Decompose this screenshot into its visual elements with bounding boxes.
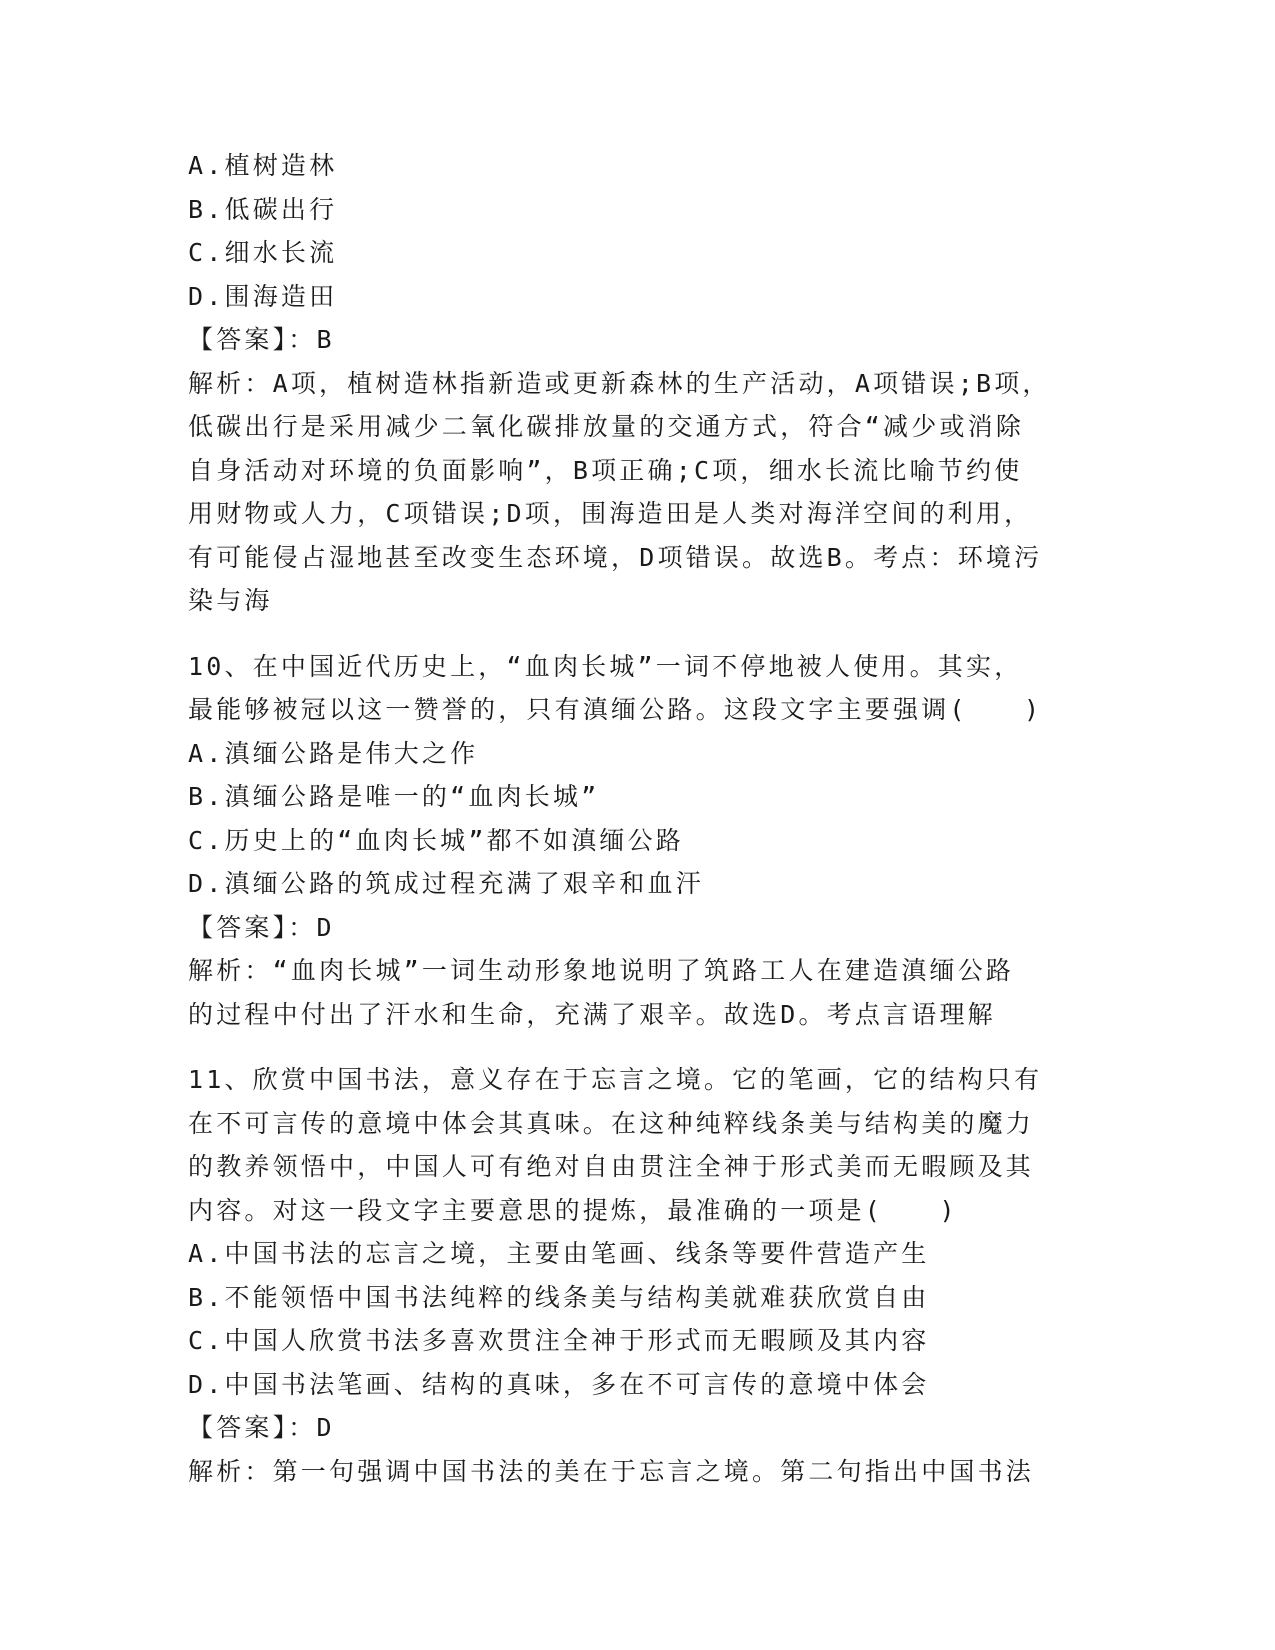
question-stem: 10、在中国近代历史上，“血肉长城”一词不停地被人使用。其实， xyxy=(188,651,1023,681)
option-a: A.植树造林 xyxy=(188,151,338,180)
answer: 【答案】：B xyxy=(188,325,335,354)
question-stem: 内容。对这一段文字主要意思的提炼，最准确的一项是( ) xyxy=(188,1195,958,1225)
option-b: B.低碳出行 xyxy=(188,194,338,224)
question-11 xyxy=(188,1058,1068,1493)
question-stem: 的教养领悟中，中国人可有绝对自由贯注全神于形式美而无暇顾及其 xyxy=(188,1152,1035,1181)
option-d: D.滇缅公路的筑成过程充满了艰辛和血汗 xyxy=(188,869,704,898)
document-page xyxy=(188,144,1068,1493)
option-b: B.滇缅公路是唯一的“血肉长城” xyxy=(188,782,600,811)
analysis-line: 染与海 xyxy=(188,586,273,615)
answer: 【答案】：D xyxy=(188,912,335,942)
analysis-line: 用财物或人力，C项错误;D项，围海造田是人类对海洋空间的利用， xyxy=(188,499,1033,528)
question-10 xyxy=(188,645,1068,1037)
analysis-line: 解析：第一句强调中国书法的美在于忘言之境。第二句指出中国书法 xyxy=(188,1456,1035,1486)
option-a: A.滇缅公路是伟大之作 xyxy=(188,738,479,768)
spacer xyxy=(188,1036,1068,1058)
question-stem: 在不可言传的意境中体会其真味。在这种纯粹线条美与结构美的魔力 xyxy=(188,1108,1035,1138)
analysis-line: 低碳出行是采用减少二氧化碳排放量的交通方式，符合“减少或消除 xyxy=(188,412,1025,441)
spacer xyxy=(188,623,1068,645)
question-stem: 最能够被冠以这一赞誉的，只有滇缅公路。这段文字主要强调( ) xyxy=(188,695,1043,724)
question-9 xyxy=(188,144,1068,623)
option-d: D.围海造田 xyxy=(188,281,338,311)
option-c: C.中国人欣赏书法多喜欢贯注全神于形式而无暇顾及其内容 xyxy=(188,1326,930,1355)
analysis-line: 的过程中付出了汗水和生命，充满了艰辛。故选D。考点言语理解 xyxy=(188,999,996,1029)
option-c: C.历史上的“血肉长城”都不如滇缅公路 xyxy=(188,825,685,855)
option-a: A.中国书法的忘言之境，主要由笔画、线条等要件营造产生 xyxy=(188,1239,930,1268)
analysis-line: 解析：“血肉长城”一词生动形象地说明了筑路工人在建造滇缅公路 xyxy=(188,956,1015,985)
option-c: C.细水长流 xyxy=(188,238,338,267)
analysis-line: 自身活动对环境的负面影响”，B项正确;C项，细水长流比喻节约使 xyxy=(188,455,1023,485)
analysis-line: 解析：A项，植树造林指新造或更新森林的生产活动，A项错误;B项， xyxy=(188,368,1051,398)
option-b: B.不能领悟中国书法纯粹的线条美与结构美就难获欣赏自由 xyxy=(188,1282,930,1312)
question-stem: 11、欣赏中国书法，意义存在于忘言之境。它的笔画，它的结构只有 xyxy=(188,1065,1043,1094)
answer: 【答案】：D xyxy=(188,1413,335,1442)
option-d: D.中国书法笔画、结构的真味，多在不可言传的意境中体会 xyxy=(188,1369,930,1399)
analysis-line: 有可能侵占湿地甚至改变生态环境，D项错误。故选B。考点：环境污 xyxy=(188,542,1043,572)
